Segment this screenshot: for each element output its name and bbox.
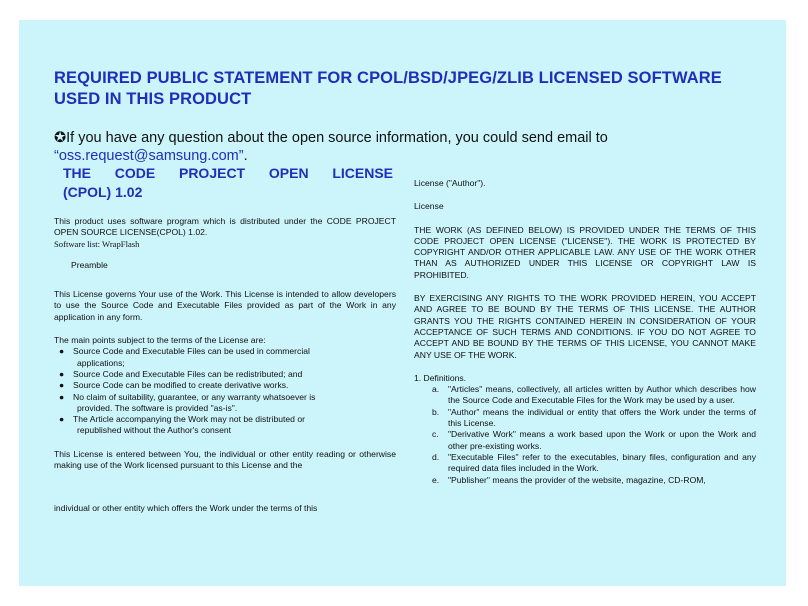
list-item: ● Source Code can be modified to create derivative works. — [59, 380, 289, 391]
agreement-paragraph: This License is entered between You, the individual or other entity reading or otherwise making use of the Work licensed pursuant to this License and the — [54, 448, 396, 471]
bullet-icon: ● — [59, 380, 65, 391]
list-item: c. "Derivative Work" means a work based upon the Work or upon the Work and other pre-existing works. — [432, 429, 756, 451]
list-item: a. "Articles" means, collectively, all articles written by Author which describes how the Source Code and Executable Files for the Work may be used by a user. — [432, 384, 756, 406]
definitions-list — [414, 384, 756, 486]
list-item: ● No claim of suitability, guarantee, or any warranty whatsoever is provided. The software is provided "as-is". — [59, 391, 316, 413]
right-column — [414, 178, 756, 486]
definitions-heading: 1. Definitions. — [414, 372, 467, 383]
contact-email: “oss.request@samsung.com” — [54, 148, 244, 164]
cpol-heading-line2: (CPOL) 1.02 — [63, 184, 143, 200]
intro-paragraph: This product uses software program which is distributed under the CODE PROJECT OPEN SOURCE LICENSE(CPOL) 1.02. — [54, 216, 396, 238]
license-author-line: License ("Author"). — [414, 178, 486, 188]
bullet-icon: ● — [59, 391, 65, 402]
terms-paragraph: THE WORK (AS DEFINED BELOW) IS PROVIDED UNDER THE TERMS OF THIS CODE PROJECT OPEN LICENSE ("LICENSE"). THE WORK IS PROTECTED BY COPYRIGHT AND/OR OTHER APPLICABLE LAW. ANY USE OF THE WORK OTHER THAN AS AUTHORIZED UNDER THIS LICENSE OR COPYRIGHT LAW IS PROHIBITED. — [414, 224, 756, 280]
list-item: ● Source Code and Executable Files can be redistributed; and — [59, 368, 303, 379]
list-item: d. "Executable Files" refer to the executables, binary files, configuration and any required data files included in the Work. — [432, 451, 756, 474]
bullet-icon: ● — [59, 414, 65, 425]
page-title-line2: USED IN THIS PRODUCT — [54, 90, 252, 108]
cpol-heading — [63, 164, 393, 202]
list-item: ● Source Code and Executable Files can be used in commercial applications; — [59, 346, 310, 368]
list-item: e. "Publisher" means the provider of the website, magazine, CD-ROM, — [432, 474, 706, 485]
points-intro: The main points subject to the terms of the License are: — [54, 335, 266, 346]
left-column — [54, 216, 396, 515]
license-page — [19, 20, 786, 586]
cpol-heading-line1: THE CODE PROJECT OPEN LICENSE — [63, 165, 393, 181]
software-list: Software list: WrapFlash — [54, 238, 140, 249]
license-label: License — [414, 201, 444, 212]
consent-paragraph: BY EXERCISING ANY RIGHTS TO THE WORK PROVIDED HEREIN, YOU ACCEPT AND AGREE TO BE BOUND BY THE TERMS OF THIS LICENSE. THE AUTHOR GRANTS YOU THE RIGHTS CONTAINED HEREIN IN CONSIDERATION OF YOUR ACCEPTANCE OF SUCH TERMS AND CONDITIONS. IF YOU DO NOT AGREE TO ACCEPT AND BE BOUND BY THE TERMS OF THIS LICENSE, YOU CANNOT MAKE ANY USE OF THE WORK. — [414, 293, 756, 360]
bullet-icon: ● — [59, 346, 65, 357]
agreement-continued: individual or other entity which offers the Work under the terms of this — [54, 503, 318, 514]
contact-statement — [54, 129, 774, 165]
contact-end: . — [243, 148, 248, 164]
license-paragraph: This License governs Your use of the Work. This License is intended to allow developers to use the Source Code and Executable Files provided as part of the Work in any application in any form. — [54, 289, 396, 322]
contact-text: If you have any question about the open source information, you could send email to — [66, 130, 608, 146]
preamble-heading: Preamble — [71, 259, 108, 270]
page-title — [54, 68, 764, 110]
points-list — [54, 346, 396, 436]
bullet-icon: ● — [59, 368, 65, 379]
page-title-line1: REQUIRED PUBLIC STATEMENT FOR CPOL/BSD/JPEG/ZLIB LICENSED SOFTWARE — [54, 69, 722, 87]
list-item: ● The Article accompanying the Work may not be distributed or republished without the Author's consent — [59, 414, 305, 436]
star-icon: ✪ — [54, 130, 67, 146]
list-item: b. "Author" means the individual or entity that offers the Work under the terms of this License. — [432, 406, 756, 429]
